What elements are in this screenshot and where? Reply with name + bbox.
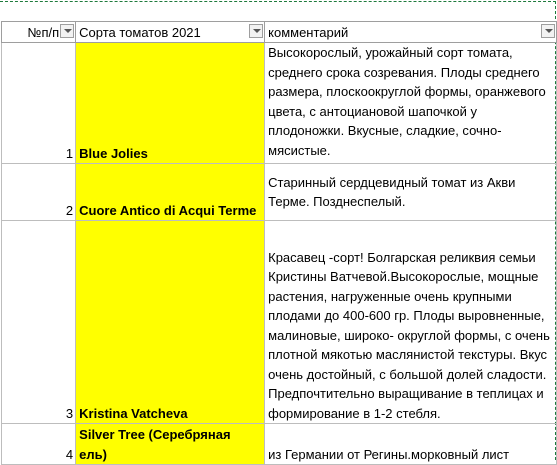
table-row: [2, 43, 557, 164]
cell-num[interactable]: 2: [2, 164, 76, 221]
tomato-varieties-table: [1, 21, 557, 465]
header-variety-label: Сорта томатов 2021: [79, 24, 201, 40]
table-row: [2, 221, 557, 424]
cell-comment[interactable]: Красавец -сорт! Болгарская реликвия семьи Кристины Ватчевой.Высокорослые, мощные растения, нагруженные очень крупными плодами до 400-600 гр. Плоды выровненные, малиновые, широко- округлой формы, с очень плотной мякотью маслянистой текстуры. Вкус очень достойный, с большой долей сладости. Предпочтительно выращивание в теплицах и формирование в 1-2 стебля.: [265, 221, 557, 424]
header-cell-variety[interactable]: [76, 22, 265, 43]
filter-dropdown-icon[interactable]: [249, 24, 263, 38]
cell-num[interactable]: 1: [2, 43, 76, 164]
cell-variety[interactable]: Blue Jolies: [76, 43, 265, 164]
cell-variety[interactable]: Cuore Antico di Acqui Terme: [76, 164, 265, 221]
cell-comment[interactable]: Старинный сердцевидный томат из Акви Терме. Позднеспелый.: [265, 164, 557, 221]
cell-num[interactable]: 3: [2, 221, 76, 424]
header-comment-label: комментарий: [268, 24, 349, 40]
header-num-label: №п/п: [27, 24, 60, 40]
cell-comment[interactable]: Высокорослый, урожайный сорт томата, среднего срока созревания. Плоды среднего размера, плоскоокруглой формы, оранжевого цвета, с антоциановой шапочкой у плодоножки. Вкусные, сладкие, сочно-мясистые.: [265, 43, 557, 164]
header-row: [2, 22, 557, 43]
copy-selection-marquee-top: [0, 1, 556, 2]
filter-dropdown-icon[interactable]: [60, 24, 74, 38]
cell-variety[interactable]: Kristina Vatcheva: [76, 221, 265, 424]
header-cell-comment[interactable]: [265, 22, 557, 43]
table-row: [2, 164, 557, 221]
table-row: [2, 424, 557, 465]
cell-comment[interactable]: из Германии от Регины.морковный лист: [265, 424, 557, 465]
cell-variety[interactable]: Silver Tree (Серебряная ель): [76, 424, 265, 465]
header-cell-num[interactable]: [2, 22, 76, 43]
cell-num[interactable]: 4: [2, 424, 76, 465]
filter-dropdown-icon[interactable]: [541, 24, 555, 38]
